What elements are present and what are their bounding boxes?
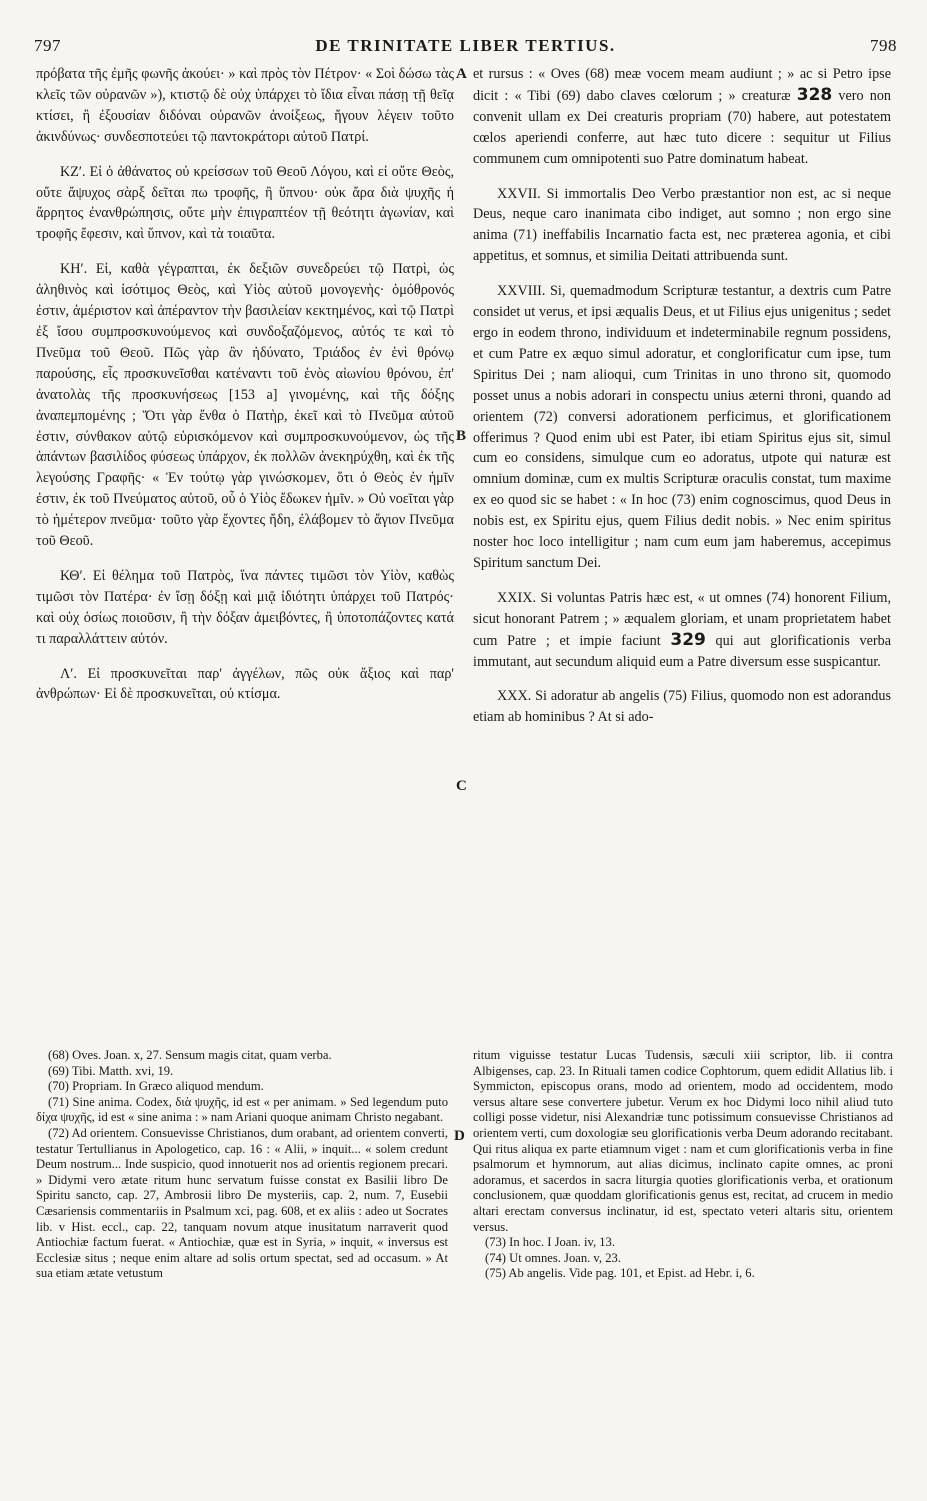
right-page-number: 798 [869,36,897,55]
footnote: (69) Tibi. Matth. xvi, 19. [48,1063,174,1078]
footnotes-left [36,1048,448,1282]
latin-paragraph: XXVIII. Si, quemadmodum Scripturæ testantur, a dextris cum Patre considet ut verus, et ipsi æqualis Deus, et ut Filius ejus unigenitus ; sedet ergo in eodem throno, individuum et indeterminabile regnum possidens, et cum Patre ex æquo simul adoratur, et conglorificatur cum ipse, tum Spiritus Dei ; nam alioqui, cum Trinitas in uno throno sit, quomodo posset unus a nobis adorari in conspectu unius æterni throni, quando ad orientem (72) conversi adorationem perficimus, et glorificationem offerimus ? Quod enim ubi est Pater, ibi etiam Spiritus ejus sit, simul cum eo considens, simulque cum eo adoratus, utpote qui naturæ est omnium dominæ, cum ex multis Scripturæ oraculis constat, tum maxime ex eo quod sic se habet : « In hoc (73) enim cognoscimus, quod Deus in nobis est, ex Spiritu ejus, quem Filius dedit nobis. » Nec enim spiritus noster hoc loco intelligitur ; nam cum eum jam haberemus, accepimus Spiritum sanctum Dei. [473,283,891,571]
greek-paragraph: πρόβατα τῆς ἐμῆς φωνῆς ἀκούει· » καὶ πρὸς τὸν Πέτρον· « Σοὶ δώσω τὰς κλεῖς τῶν οὐρανῶν »), κτιστῷ δὲ οὐχ ὑπάρχει τὸ ἴδια εἶναι πάσῃ τῇ θεῖᾳ κτίσει, ἢ ἐξουσίαν διδόναι οὐρανῶν ἀνοίξεως, ἤγουν λέγειν τοῦτο ἀκινδύνως· συνδεσποτεύει τῷ παντοκράτορι αὐτοῦ Πατρί. [36,66,454,145]
latin-text: vero non convenit ullam ex Dei creaturis propriam (70) habere, aut potestatem cœlos aperiendi conferre, aut hæc tuto dicere : sequitur ut Filius communem cum omnipotenti suo Patre dominatum habeat. [473,87,892,167]
margin-letter-d: D [454,1128,465,1144]
running-header [34,34,897,58]
footnote: (71) Sine anima. Codex, διὰ ψυχῆς, id est « per animam. » Sed legendum puto δίχα ψυχῆς, id est « sine anima : » nam Ariani quoque animam Christo negabant. [36,1094,448,1125]
latin-paragraph: XXVII. Si immortalis Deo Verbo præstantior non est, ac si neque Deus, neque caro inanimata cibo indiget, aut somno ; non ergo sine anima (71) ineffabilis Incarnatio facta est, nec præterea agonia, et cibi appetitus, et somnus, et similia Deitati attribuenda sunt. [473,185,891,265]
margin-letter-a: A [456,66,467,82]
footnote: (75) Ab angelis. Vide pag. 101, et Epist. ad Hebr. i, 6. [485,1266,755,1281]
latin-paragraph [473,588,891,673]
greek-paragraph: ΚΖʹ. Εἰ ὁ ἀθάνατος οὐ κρείσσων τοῦ Θεοῦ Λόγου, καὶ εἰ οὔτε Θεὸς, οὔτε ἄψυχος σὰρξ δεῖται πω τροφῆς, ἢ ὕπνου· οὐκ ἄρα διὰ ψυχῆς ἡ ἄρρητος ἐνανθρώπησις, οὔτε μὴν ἐπιγραπτέον τῇ θεότητι ἀγωνίαν, καὶ τροφῆς ἔφεσιν, καὶ ὕπνον, καὶ τὰ τοιαῦτα. [36,163,454,243]
footnote: (74) Ut omnes. Joan. v, 23. [485,1250,621,1265]
latin-paragraph: XXX. Si adoratur ab angelis (75) Filius, quomodo non est adorandus etiam ab hominibus ? At si ado- [473,688,891,726]
column-number: 328 [796,84,833,105]
latin-paragraph [473,64,891,170]
latin-text: et rursus : « Oves (68) meæ vocem meam audiunt ; » ac si Petro ipse dicit : « Tibi (69) dabo claves cœlorum ; » creaturæ [473,66,891,104]
footnote: (68) Oves. Joan. x, 27. Sensum magis citat, quam verba. [48,1048,332,1062]
footnote: (73) In hoc. I Joan. iv, 13. [485,1235,615,1250]
greek-paragraph: ΚΗʹ. Εἰ, καθὰ γέγραπται, ἐκ δεξιῶν συνεδρεύει τῷ Πατρὶ, ὡς ἀληθινὸς καὶ ἰσότιμος Θεὸς, καὶ Υἱὸς αὐτοῦ μονογενὴς· ὁμόθρονός ἐστιν, ἀμέριστον καὶ ἀπέραντον τὴν βασιλείαν κεκτημένος, καὶ τῷ Πατρὶ ἐξ ἴσου συμπροσκυνούμενος καὶ συνδοξαζόμενος, αὐτός τε καὶ τὸ Πνεῦμα τοῦ Θεοῦ. Πῶς γὰρ ἂν ἠδύνατο, Τριάδος ἐν ἑνὶ θρόνῳ παρούσης, εἷς προσκυνεῖσθαι κατέναντι τοῦ ἑνὸς αἰωνίου θρόνου, ἐπ' ἀνατολὰς τῆς προσκυνήσεως [153 a] γινομένης, καὶ τῆς δόξης ἀναπεμπομένης ; Ὅτι γὰρ ἔνθα ὁ Πατὴρ, ἐκεῖ καὶ τὸ Πνεῦμα αὐτοῦ ἐστιν, σύνθακον αὐτῷ εὑρισκόμενον καὶ συμπροσκυνούμενον, ὡς τῆς ἁπάντων βασιλίδος φύσεως ὑπάρχον, ἐκ πολλῶν ἀνεκηρύχθη, καὶ ἐκ τῆς λεγούσης Γραφῆς· « Ἐν τούτῳ γὰρ γινώσκομεν, ὅτι ὁ Θεὸς ἐν ἡμῖν ἐστιν, ἐκ τοῦ Πνεύματος αὐτοῦ, οὗ ὁ Υἱὸς ἔδωκεν ἡμῖν. » Οὐ νοεῖται γὰρ τὸ ἡμέτερον πνεῦμα· τοῦτο γὰρ ἔχοντες ἤδη, ἐλάβομεν τὸ ἅγιον Πνεῦμα τοῦ Θεοῦ. [36,261,454,550]
column-number: 329 [670,629,706,650]
latin-text: qui aut glorificationis verba immutant, aut secundum aliquid eum a Patre diversum esse suspicantur. [473,632,892,670]
footnotes-right [473,1048,893,1282]
greek-paragraph: ΚΘʹ. Εἰ θέλημα τοῦ Πατρὸς, ἵνα πάντες τιμῶσι τὸν Υἱὸν, καθὼς τιμῶσι τὸν Πατέρα· ἐν ἴσῃ δόξῃ καὶ μιᾷ ἰδιότητι ὑπάρχει τοῦ Πατρός· καὶ οὐχ ὁσίως ποιοῦσιν, ἢ τὴν δόξαν ἀμειβόντες, ἢ ὑποτοπάζοντες κατά τι παραλλάττειν αὐτόν. [36,567,454,647]
latin-column [473,64,891,742]
greek-column [36,64,454,719]
margin-letter-c: C [456,778,467,794]
left-page-number: 797 [34,36,61,55]
footnote: (70) Propriam. In Græco aliquod mendum. [48,1079,264,1094]
margin-letter-b: B [456,428,467,444]
footnote: (72) Ad orientem. Consuevisse Christianos, dum orabant, ad orientem converti, testatur Tertullianus in Apologetico, cap. 16 : « Alii, » inquit... « solem credunt Deum nostrum... Inde suspicio, quod innotuerit nos ad orientis regionem precari. » Didymi vero ætate ritum hunc servatum fuisse constat ex Basilii libro De Spiritu sancto, cap. 27, Ambrosii libro De mysteriis, cap. 2, num. 7, Eusebii Cæsariensis commentariis in Psalmum xci, pag. 608, et ex aliis : adeo ut Socrates lib. v Hist. eccl., cap. 22, tanquam novum atque inusitatum narraverit quod Antiochiæ factum fuerat. « Antiochiæ, quæ est in Syria, » inquit, « inversus est Ecclesiæ situs ; neque enim altare ad solis ortum spectat, sed ad occasum. » At sua etiam ætate vetustum [36,1125,448,1281]
footnote-continuation: ritum viguisse testatur Lucas Tudensis, sæculi xiii scriptor, lib. ii contra Albigenses, cap. 23. In Rituali tamen codice Cophtorum, quem edidit Allatius lib. i Symmicton, episcopus orans, modo ad orientem, modo ad occidentem, modo versus altare sese convertere jubetur. Verum ex hoc Didymi loco nihil aliud tuto colligi posse videtur, nisi Alexandriæ tunc potissimum consuevisse Christianos ad orientem verti, cum doxologiæ seu glorificationis verba Deum adorando recitabant. Qui ritus aliqua ex parte etiamnum viget : nam et cum glorificationis verba in fine psalmorum et hymnorum, aut alias dicimus, inclinato capite omnes, ac proni adoramus, et sacerdos in sacra liturgia quoties glorificationis verba, et orationum conclusionem, quæ quoddam glorificationis genus est, recitat, ad crucem in medio altari erectam conversus inclinatur, id est, spectato veteri altaris situ, orientem versus. [473,1048,894,1234]
greek-paragraph: Λʹ. Εἰ προσκυνεῖται παρ' ἀγγέλων, πῶς οὐκ ἄξιος καὶ παρ' ἀνθρώπων· Εἰ δὲ προσκυνεῖται, οὐ κτίσμα. [36,665,454,703]
latin-text: XXIX. Si voluntas Patris hæc est, « ut omnes (74) honorent Filium, sicut honorant Patrem ; » æqualem gloriam, et unam proprietatem habet cum Patre ; et impie faciunt [473,589,891,649]
running-title: DE TRINITATE LIBER TERTIUS. [315,36,616,55]
